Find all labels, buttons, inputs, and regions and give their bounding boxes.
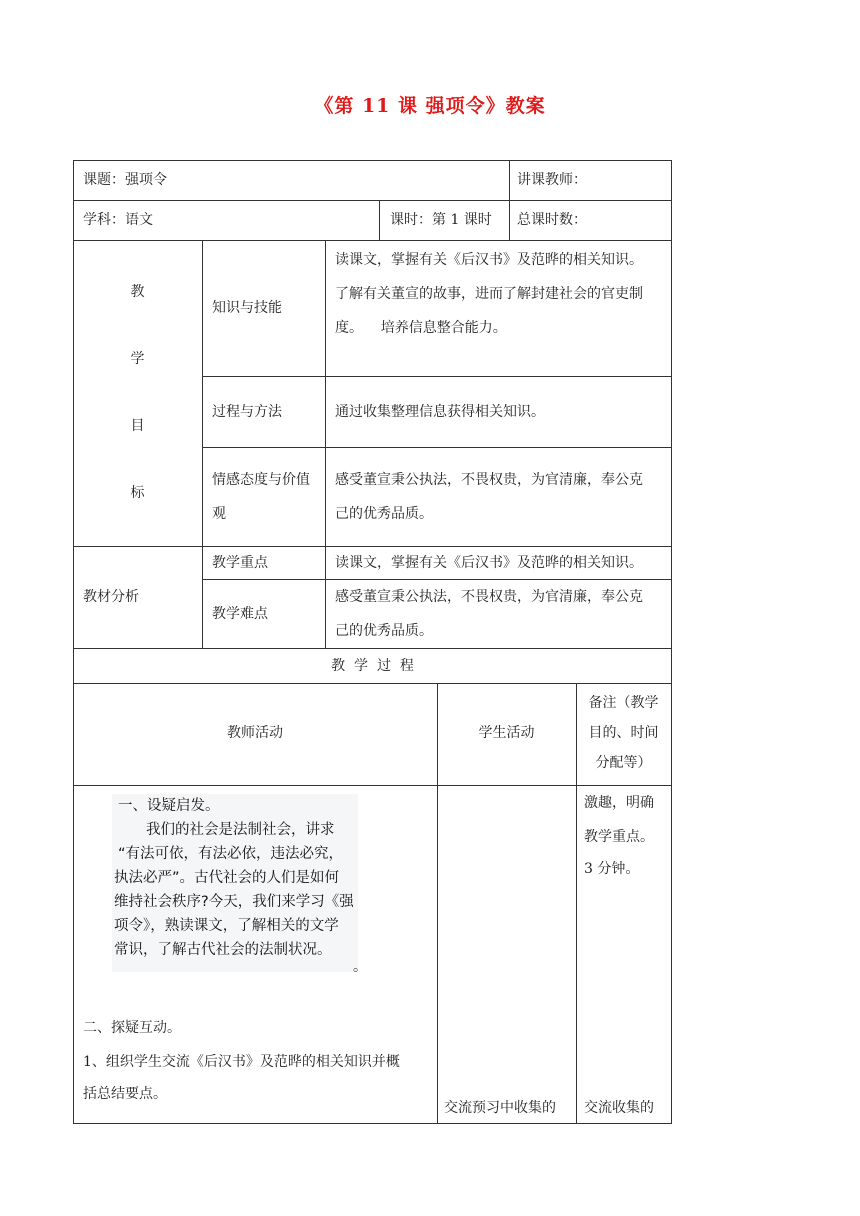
period-mark: 。: [353, 959, 367, 975]
section-2-title: 二、探疑互动。: [83, 1020, 181, 1036]
teacher-cell: 讲课教师：: [517, 172, 587, 188]
image-line: 执法必严”。古代社会的人们是如何: [114, 870, 340, 886]
knowledge-line: 读课文，掌握有关《后汉书》及范晔的相关知识。: [335, 252, 643, 268]
objectives-label-char: 教: [130, 284, 145, 300]
student-activity-header: 学生活动: [478, 725, 535, 741]
emotion-line: 感受董宣秉公执法，不畏权贵，为官清廉，奉公克: [335, 472, 643, 488]
knowledge-label: 知识与技能: [212, 300, 282, 316]
difficulty-line: 感受董宣秉公执法，不畏权贵，为官清廉，奉公克: [335, 589, 643, 605]
knowledge-line: 度。 培养信息整合能力。: [335, 320, 507, 336]
image-line: 我们的社会是法制社会，讲求: [146, 822, 335, 838]
note-header-line: 备注（教学: [588, 695, 659, 711]
scanned-intro-image: [112, 794, 358, 972]
note-line: 教学重点。: [584, 829, 654, 845]
total-periods-cell: 总课时数：: [517, 212, 587, 228]
analysis-label: 教材分析: [83, 589, 139, 605]
process-heading: 教 学 过 程: [331, 658, 414, 674]
note-line: 3 分钟。: [584, 861, 640, 877]
image-line: 常识，了解古代社会的法制状况。: [114, 942, 332, 958]
image-line: 一、设疑启发。: [118, 798, 220, 814]
teacher-activity-header: 教师活动: [227, 725, 283, 741]
difficulty-label: 教学难点: [212, 606, 268, 622]
item-1-line: 1、组织学生交流《后汉书》及范晔的相关知识并概: [83, 1054, 400, 1070]
objectives-label-char: 学: [130, 351, 145, 367]
item-1-line: 括总结要点。: [83, 1086, 167, 1102]
image-line: “有法可依，有法必依，违法必究，: [118, 846, 344, 862]
note-line: 激趣，明确: [584, 795, 654, 811]
subject-cell: 学科：语文: [83, 212, 153, 228]
image-line: 维持社会秩序?今天，我们来学习《强: [114, 894, 354, 910]
objectives-label-char: 标: [130, 485, 145, 501]
key-point-text: 读课文，掌握有关《后汉书》及范晔的相关知识。: [335, 555, 643, 571]
period-cell: 课时：第 1 课时: [390, 212, 492, 228]
process-method-text: 通过收集整理信息获得相关知识。: [335, 404, 545, 420]
emotion-line: 己的优秀品质。: [335, 506, 433, 522]
student-activity-text: 交流预习中收集的: [444, 1100, 556, 1116]
note-header-line: 分配等）: [595, 755, 652, 771]
knowledge-line: 了解有关董宣的故事，进而了解封建社会的官吏制: [335, 286, 643, 302]
topic-cell: 课题：强项令: [83, 172, 167, 188]
emotion-label-line: 观: [212, 506, 226, 522]
process-method-label: 过程与方法: [212, 404, 282, 420]
emotion-label-line: 情感态度与价值: [212, 472, 310, 488]
note-bottom-text: 交流收集的: [584, 1100, 654, 1116]
note-header-line: 目的、时间: [588, 725, 659, 741]
document-title: 《第 11 课 强项令》教案: [314, 95, 546, 117]
key-point-label: 教学重点: [212, 555, 268, 571]
objectives-label-char: 目: [130, 418, 145, 434]
image-line: 项令》，熟读课文，了解相关的文学: [114, 918, 339, 934]
difficulty-line: 己的优秀品质。: [335, 623, 433, 639]
